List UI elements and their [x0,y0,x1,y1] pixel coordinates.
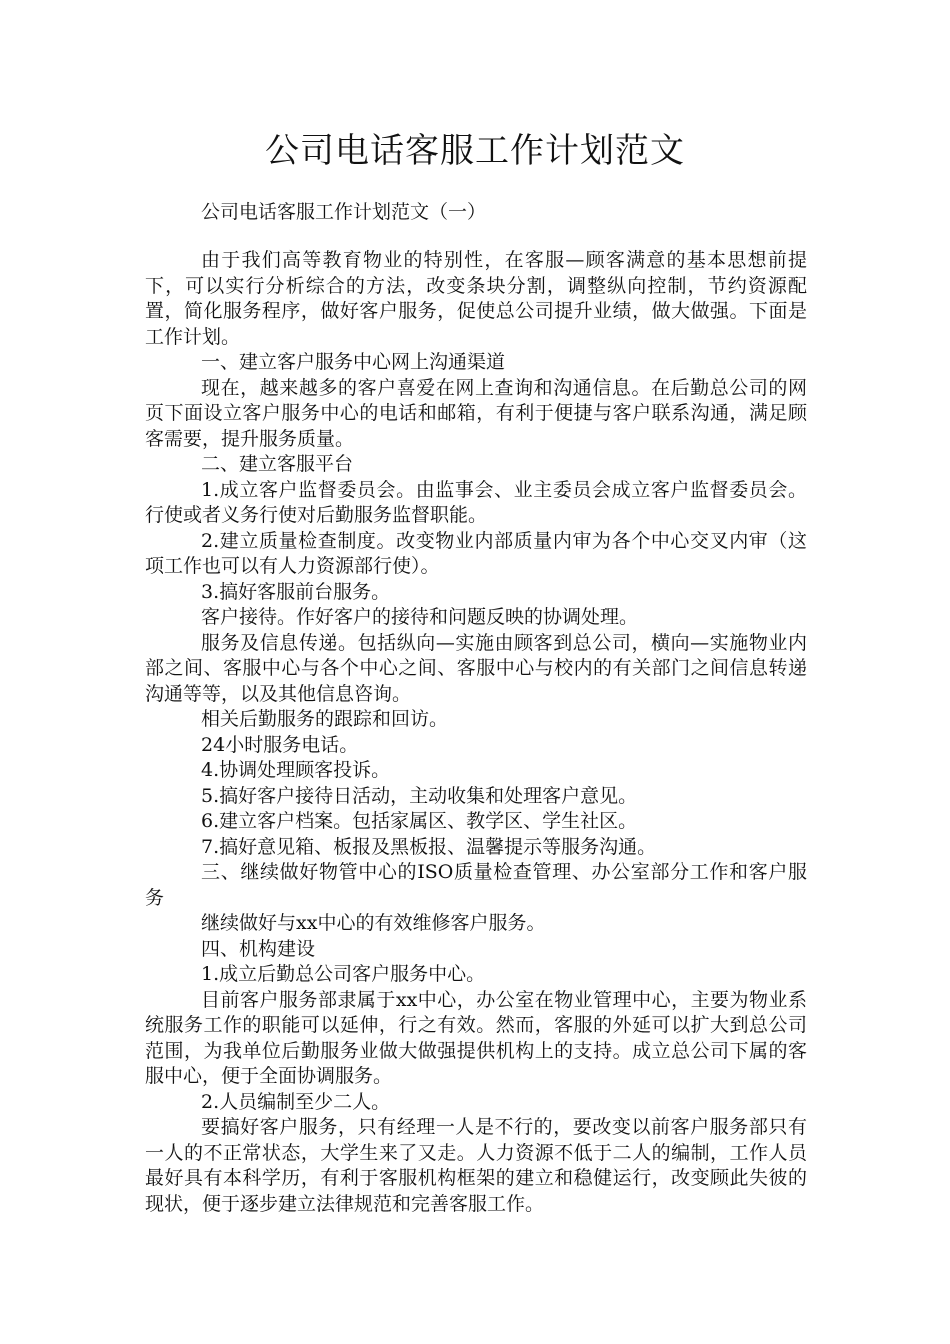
list-item: 2.建立质量检查制度。改变物业内部质量内审为各个中心交叉内审（这项工作也可以有人力资源部行使）。 [145,529,807,577]
list-item: 5.搞好客户接待日活动，主动收集和处理客户意见。 [201,784,638,807]
document-subtitle: 公司电话客服工作计划范文（一） [201,201,487,223]
paragraph: 相关后勤服务的跟踪和回访。 [201,708,449,730]
list-item: 6.建立客户档案。包括家属区、教学区、学生社区。 [201,810,638,832]
section-heading-3: 三、继续做好物管中心的ISO质量检查管理、办公室部分工作和客户服务 [145,861,807,909]
paragraph-intro: 由于我们高等教育物业的特别性，在客服—顾客满意的基本思想前提下，可以实行分析综合的方法，改变条块分割，调整纵向控制，节约资源配置，简化服务程序，做好客户服务，促使总公司提升业绩，做大做强。下面是工作计划。 [145,249,807,348]
section-heading-1: 一、建立客户服务中心网上沟通渠道 [201,351,506,373]
section-heading-2: 二、建立客服平台 [201,453,354,475]
paragraph: 要搞好客户服务，只有经理一人是不行的，要改变以前客户服务部只有一人的不正常状态，大学生来了又走。人力资源不低于二人的编制，工作人员最好具有本科学历，有利于客服机构框架的建立和稳健运行，改变顾此失彼的现状，便于逐步建立法律规范和完善客服工作。 [145,1116,807,1215]
document-title: 公司电话客服工作计划范文 [265,131,685,171]
paragraph: 目前客户服务部隶属于xx中心，办公室在物业管理中心，主要为物业系统服务工作的职能可以延伸，行之有效。然而，客服的外延可以扩大到总公司范围，为我单位后勤服务业做大做强提供机构上的支持。成立总公司下属的客服中心，便于全面协调服务。 [145,988,807,1087]
paragraph: 24小时服务电话。 [201,733,359,756]
section-heading-4: 四、机构建设 [201,937,316,960]
paragraph: 服务及信息传递。包括纵向—实施由顾客到总公司，横向—实施物业内部之间、客服中心与各个中心之间、客服中心与校内的有关部门之间信息转递沟通等等，以及其他信息咨询。 [145,631,807,705]
paragraph: 现在，越来越多的客户喜爱在网上查询和沟通信息。在后勤总公司的网页下面设立客户服务中心的电话和邮箱，有利于便捷与客户联系沟通，满足顾客需要，提升服务质量。 [145,376,807,450]
document-body [145,248,807,1217]
list-item: 2.人员编制至少二人。 [201,1090,391,1113]
list-item: 1.成立客户监督委员会。由监事会、业主委员会成立客户监督委员会。行使或者义务行使对后勤服务监督职能。 [145,478,807,526]
paragraph: 继续做好与xx中心的有效维修客户服务。 [201,912,546,934]
list-item: 1.成立后勤总公司客户服务中心。 [201,963,486,985]
list-item: 7.搞好意见箱、板报及黑板报、温馨提示等服务沟通。 [201,835,657,858]
list-item: 4.协调处理顾客投诉。 [201,759,391,781]
paragraph: 客户接待。作好客户的接待和问题反映的协调处理。 [201,606,639,628]
list-item: 3.搞好客服前台服务。 [201,580,391,603]
